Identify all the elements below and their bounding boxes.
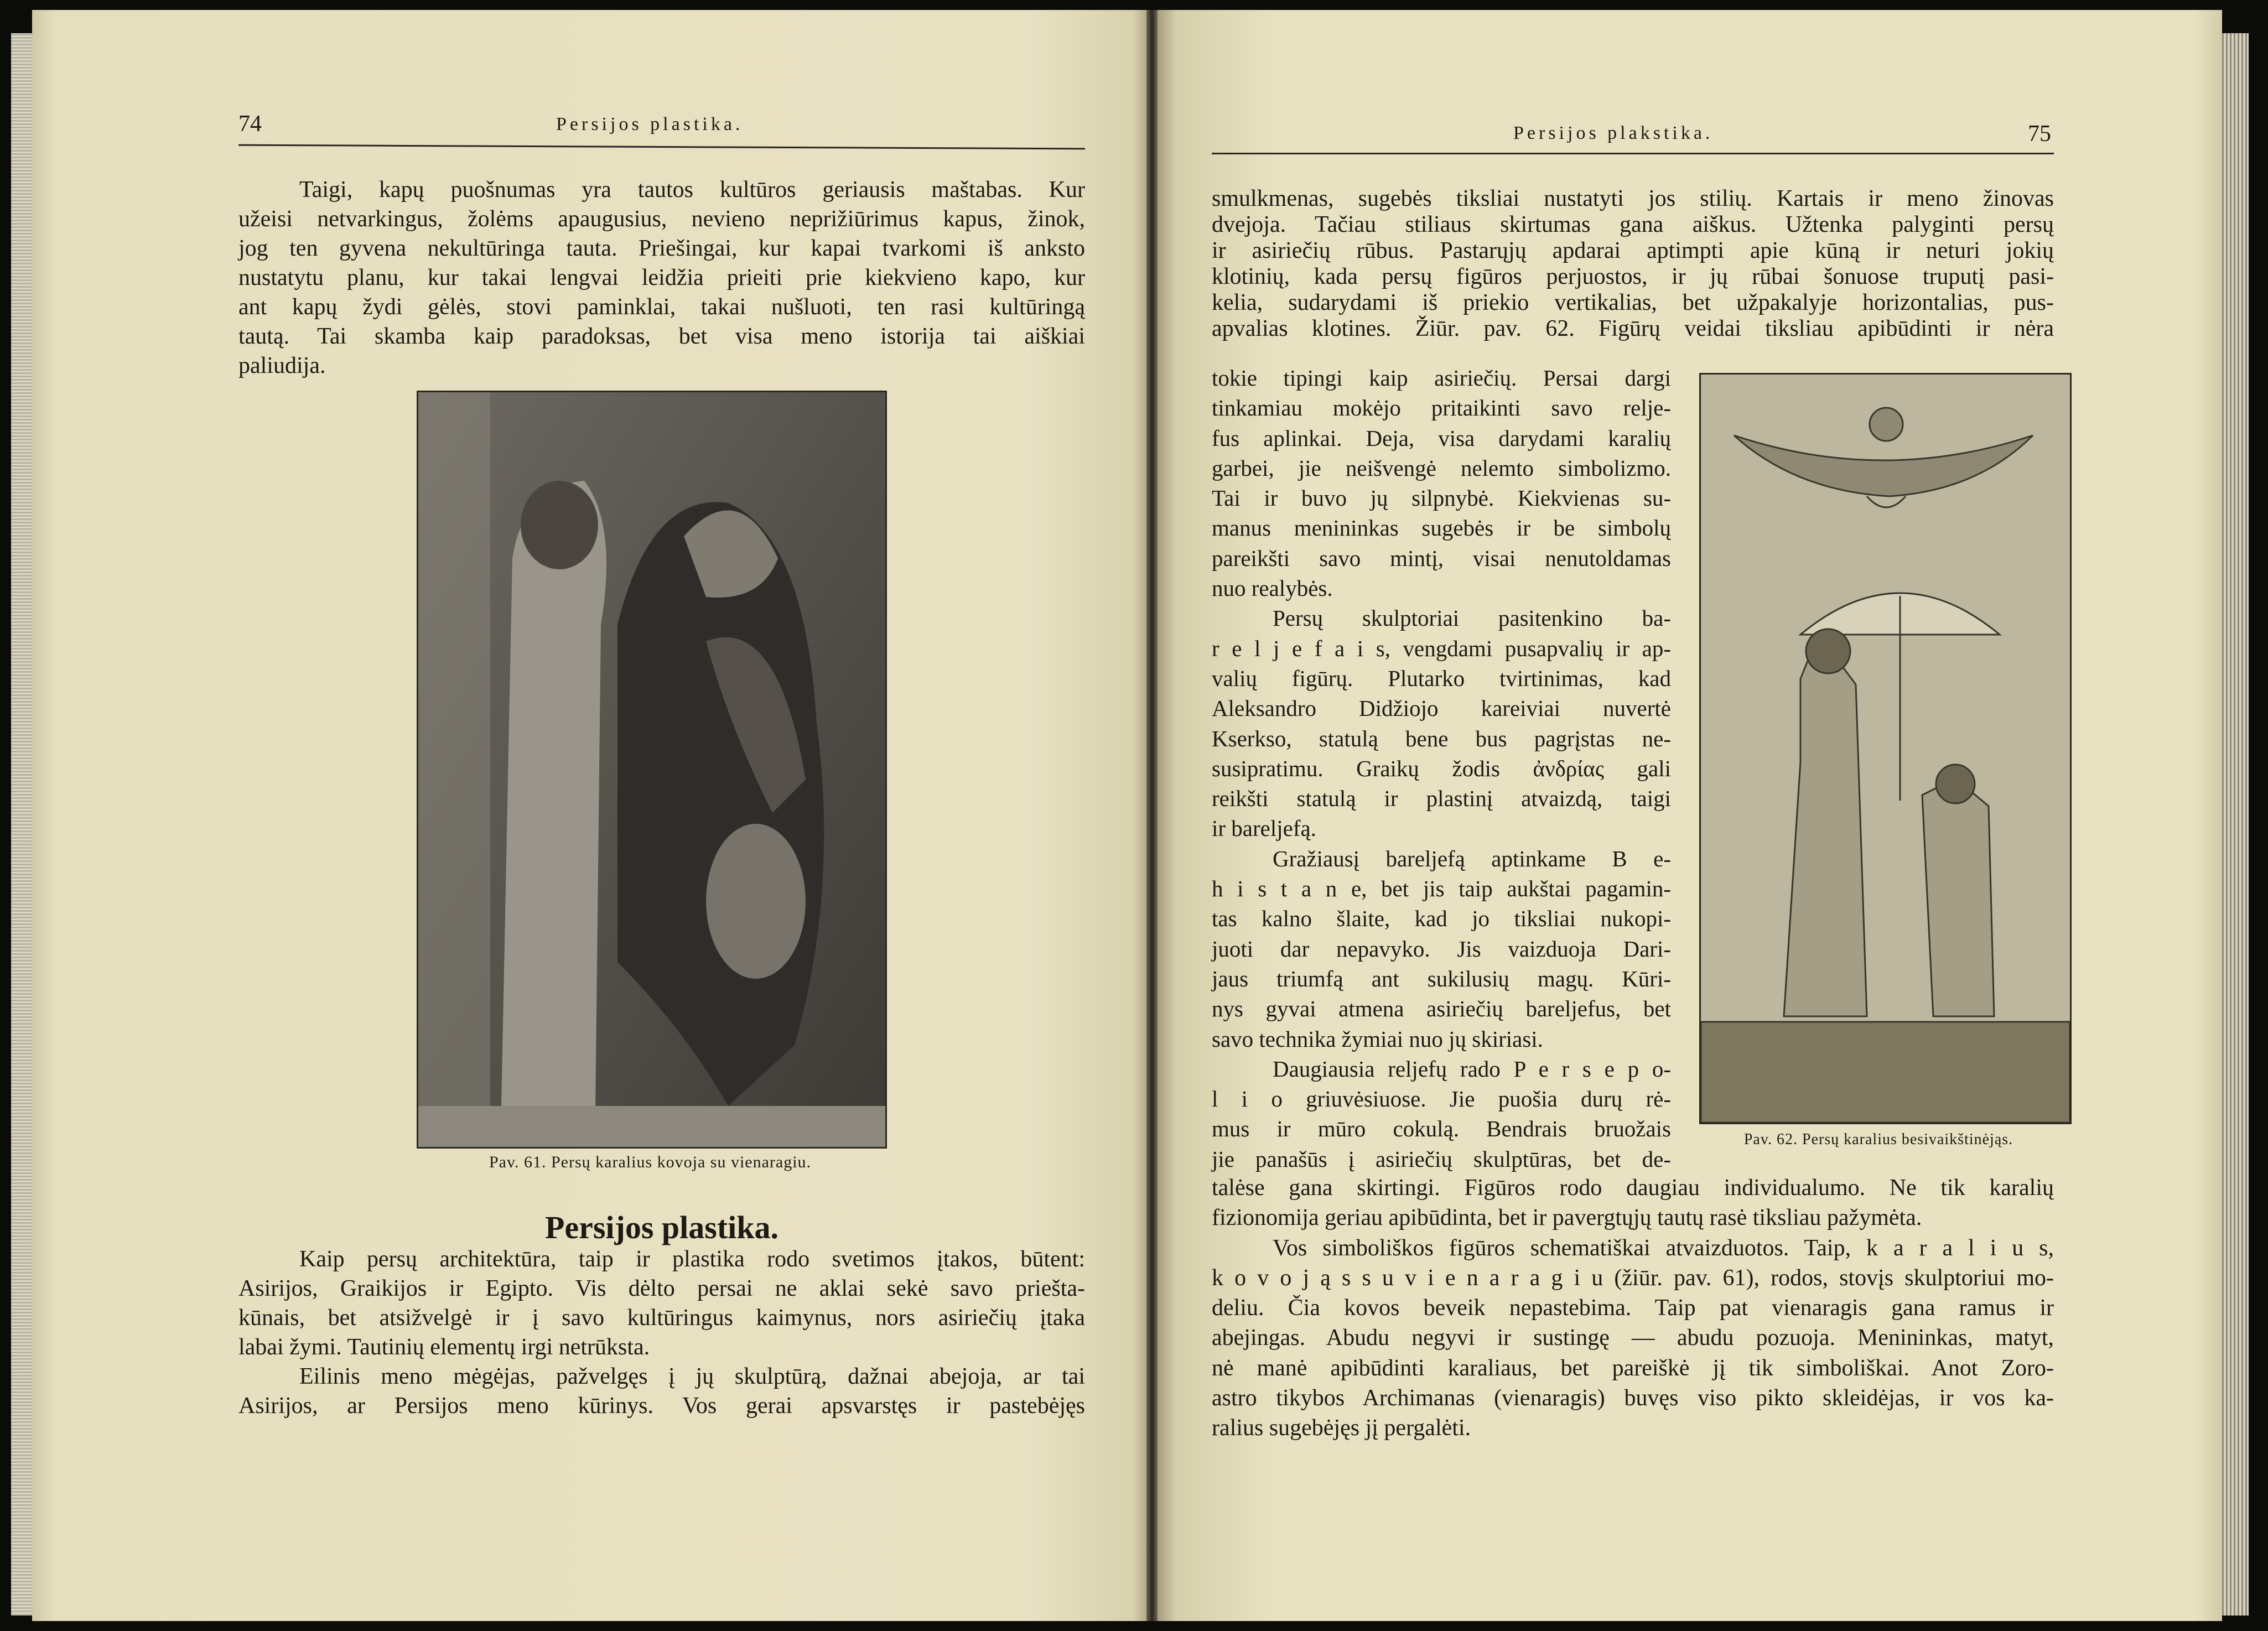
right-bottom-paragraphs <box>1212 1173 2054 1443</box>
text-line: Eilinis meno mėgėjas, pažvelgęs į jų skulptūrą, dažnai abejoja, ar tai <box>299 1364 1085 1389</box>
text-line: Aleksandro Didžiojo kareiviai nuvertė <box>1212 695 1671 721</box>
text-line: Taigi, kapų puošnumas yra tautos kultūros geriausis maštabas. Kur <box>299 177 1085 202</box>
text-line: kūnais, bet atsižvelgė ir į savo kultūringus kaimynus, nors asiriečių įtaka <box>238 1305 1085 1331</box>
text-line: klotinių, kada persų figūros perjuostos, ir jų rūbai šonuose truputį pasi- <box>1212 264 2054 289</box>
section-heading: Persijos plastika. <box>544 1209 779 1245</box>
text-line: Tai ir buvo jų silpnybė. Kiekvienas su- <box>1212 485 1671 511</box>
header-rule-right <box>1212 153 2054 154</box>
text-line: susipratimu. Graikų žodis ἀνδρίας gali <box>1212 755 1671 781</box>
text-line: smulkmenas, sugebės tiksliai nustatyti jos stilių. Kartais ir meno žinovas <box>1212 186 2054 211</box>
text-line: jog ten gyvena nekultūringa tauta. Priešingai, kur kapai tvarkomi iš anksto <box>238 236 1085 261</box>
relief-illustration <box>418 392 885 1147</box>
book-edge-left <box>11 33 33 1616</box>
text-line: jaus triumfą ant sukilusių magų. Kūri- <box>1212 965 1671 991</box>
text-line: l i o griuvėsiuose. Jie puošia durų rė- <box>1212 1086 1671 1112</box>
text-line: abejingas. Abudu negyvi ir sustingę — abudu pozuoja. Menininkas, matyt, <box>1212 1325 2054 1351</box>
text-line: Persų skulptoriai pasitenkino ba- <box>1273 605 1671 631</box>
page-number-left: 74 <box>238 111 262 137</box>
text-line: dvejoja. Tačiau stiliaus skirtumas gana aiškus. Užtenka palyginti persų <box>1212 212 2054 237</box>
text-line: Kaip persų architektūra, taip ir plastika rodo svetimos įtakos, būtent: <box>299 1246 1085 1272</box>
text-line: garbei, jie neišvengė nelemto simbolizmo. <box>1212 455 1671 481</box>
book-gutter <box>1146 10 1158 1621</box>
text-line: pareikšti savo mintį, visai nenutoldamas <box>1212 545 1671 571</box>
text-line: r e l j e f a i s, vengdami pusapvalių ir ap- <box>1212 635 1671 661</box>
text-line: k o v o j ą s s u v i e n a r a g i u (žiūr. pav. 61), rodos, stovįs skulptoriui mo- <box>1212 1265 2054 1291</box>
right-narrow-column <box>1212 363 1671 1174</box>
text-line: ralius sugebėjęs jį pergalėti. <box>1212 1415 1471 1441</box>
text-line: tokie tipingi kaip asiriečių. Persai dargi <box>1212 365 1671 391</box>
text-line: Gražiausį bareljefą aptinkame B e- <box>1273 845 1671 871</box>
left-bottom-paragraphs <box>238 1245 1085 1421</box>
text-line: juoti dar nepavyko. Jis vaizduoja Dari- <box>1212 936 1671 962</box>
text-line: paliudija. <box>238 353 326 378</box>
text-line: astro tikybos Archimanas (vienaragis) buvęs viso pikto skleidėjas, ir vos ka- <box>1212 1385 2054 1411</box>
figure-62-caption: Pav. 62. Persų karalius besivaikštinėjąs. <box>1743 1131 2013 1148</box>
book-edge-right <box>2222 33 2249 1616</box>
running-title-right: Persijos plakstika. <box>1513 123 1714 143</box>
right-top-paragraph <box>1212 186 2054 342</box>
text-line: ir bareljefą. <box>1212 816 1316 842</box>
text-line: kelia, sudarydami iš priekio vertikalias, bet užpakalyje horizontalias, pus- <box>1212 290 2054 315</box>
text-line: Daugiausia reljefų rado P e r s e p o- <box>1273 1056 1671 1082</box>
engraving-illustration <box>1701 375 2070 1123</box>
figure-61-king-fighting-unicorn <box>417 391 887 1149</box>
text-line: nuo realybės. <box>1212 575 1333 601</box>
text-line: nys gyvai atmena asiriečių bareljefus, bet <box>1212 996 1671 1022</box>
text-line: mus ir mūro cokulą. Bendrais bruožais <box>1212 1116 1671 1142</box>
left-top-paragraph <box>238 175 1085 381</box>
text-line: jie panašūs į asiriečių skulptūras, bet de- <box>1212 1146 1671 1172</box>
text-line: manus menininkas sugebės ir be simbolų <box>1212 515 1671 541</box>
text-line: fizionomija geriau apibūdinta, bet ir pavergtųjų tautų rasė tiksliau pažymėta. <box>1212 1205 1922 1231</box>
text-line: Asirijos, Graikijos ir Egipto. Vis dėlto persai ne aklai sekė savo priešta- <box>238 1276 1085 1301</box>
text-line: deliu. Čia kovos beveik nepastebima. Taip pat vienaragis gana ramus ir <box>1212 1295 2054 1321</box>
text-line: apvalias klotines. Žiūr. pav. 62. Figūrų veidai tiksliau apibūdinti ir nėra <box>1212 316 2054 341</box>
text-line: tautą. Tai skamba kaip paradoksas, bet visa meno istorija tai aiškiai <box>238 324 1085 349</box>
text-line: talėse gana skirtingi. Figūros rodo daugiau individualumo. Ne tik karalių <box>1212 1175 2054 1201</box>
text-line: h i s t a n e, bet jis taip aukštai pagamin- <box>1212 876 1671 902</box>
text-line: Vos simboliškos figūros schematiškai atvaizduotos. Taip, k a r a l i u s, <box>1273 1235 2054 1261</box>
text-line: fus aplinkai. Deja, visa darydami karalių <box>1212 425 1671 451</box>
text-line: labai žymi. Tautinių elementų irgi netrūksta. <box>238 1334 650 1360</box>
text-line: Kserkso, statulą bene bus pagrįstas ne- <box>1212 725 1671 751</box>
figure-61-caption: Pav. 61. Persų karalius kovoja su vienaragiu. <box>489 1153 812 1171</box>
text-line: ant kapų žydi gėlės, stovi paminklai, takai nušluoti, ten rasi kultūringą <box>238 294 1085 320</box>
text-line: nustatytu planu, kur takai lengvai leidžia prieiti prie kiekvieno kapo, kur <box>238 265 1085 290</box>
text-line: tas kalno šlaite, kad jo tiksliai nukopi- <box>1212 906 1671 932</box>
running-title-left: Persijos plastika. <box>556 114 744 134</box>
text-line: savo technika žymiai nuo jų skiriasi. <box>1212 1026 1543 1052</box>
text-line: reikšti statulą ir plastinį atvaizdą, taigi <box>1212 786 1671 812</box>
page-number-right: 75 <box>2028 121 2051 147</box>
text-line: tinkamiau mokėjo pritaikinti savo relje- <box>1212 395 1671 421</box>
figure-62-king-walking <box>1699 373 2072 1124</box>
text-line: užeisi netvarkingus, žolėms apaugusius, nevieno neprižiūrimus kapus, žinok, <box>238 206 1085 232</box>
text-line: nė manė apibūdinti karaliaus, bet pareiškė jį tik simboliškai. Anot Zoro- <box>1212 1355 2054 1381</box>
text-line: Asirijos, ar Persijos meno kūrinys. Vos gerai apsvarstęs ir pastebėjęs <box>238 1393 1085 1419</box>
text-line: ir asiriečių rūbus. Pastarųjų apdarai aptimpti apie kūną ir neturi jokių <box>1212 238 2054 263</box>
text-line: valių figūrų. Plutarko tvirtinimas, kad <box>1212 665 1671 691</box>
